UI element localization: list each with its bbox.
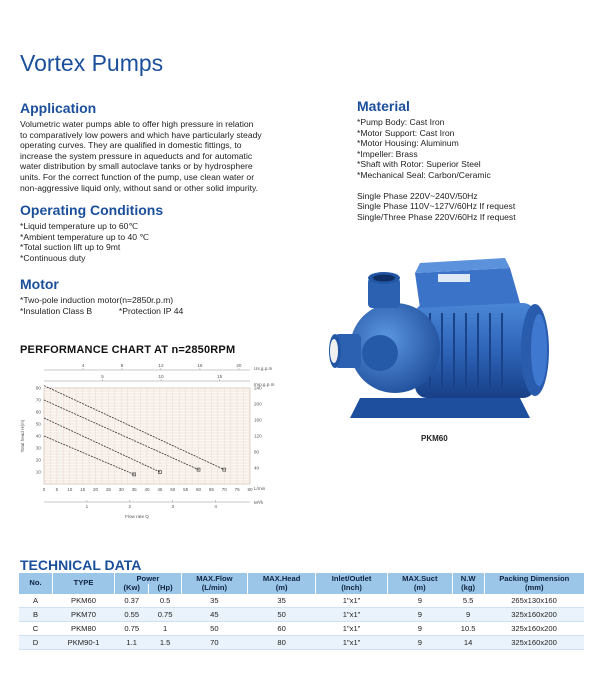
table-row xyxy=(19,594,585,608)
material-line: *Impeller: Brass xyxy=(357,148,418,159)
cell-hp: 0.5 xyxy=(159,596,171,605)
material-line: *Motor Support: Cast Iron xyxy=(357,127,455,138)
tech-title: TECHNICAL DATA xyxy=(20,557,142,573)
cell-type: PKM90-1 xyxy=(53,636,115,650)
motor-line: *Two-pole induction motor(n=2850r.p.m) xyxy=(20,295,174,305)
x-tick-label: 35 xyxy=(131,487,137,492)
cell-head: 80 xyxy=(247,636,315,650)
application-line: Volumetric water pumps able to offer high pressure in relation xyxy=(20,119,254,129)
col-suct xyxy=(387,573,452,594)
right-units-label: Imp.g.p.m xyxy=(254,382,275,387)
x-tick-label: 55 xyxy=(183,487,189,492)
operating-line: *Continuous duty xyxy=(20,252,86,263)
col-no: No. xyxy=(19,573,53,594)
application-line: to comparatively low powers and which have particularly steady xyxy=(20,129,262,140)
col-head-unit: (m) xyxy=(275,582,288,592)
col-pack-unit: (mm) xyxy=(524,582,544,592)
cell-nw: 5.5 xyxy=(462,596,474,605)
y-tick-label: 50 xyxy=(35,421,41,427)
cell-head: 60 xyxy=(277,624,286,633)
cell-nw: 9 xyxy=(452,608,484,622)
operating-section xyxy=(20,202,280,263)
application-line: non-aggressive liquid only, without sand or other solid impurity. xyxy=(20,182,259,193)
motor-insulation: *Insulation Class B xyxy=(20,305,93,316)
motor-line xyxy=(20,306,280,317)
y-axis-title: Total head H(m) xyxy=(20,419,25,453)
col-hp: (Hp) xyxy=(149,584,181,595)
col-power: Power xyxy=(115,573,182,584)
chart-title: PERFORMANCE CHART AT n=2850RPM xyxy=(20,344,236,356)
y-tick-label: 20 xyxy=(35,457,41,463)
application-line: operating curves. They are qualified in domestic fittings, to xyxy=(20,140,242,151)
col-kw: (Kw) xyxy=(115,584,149,595)
cell-suct: 9 xyxy=(417,596,422,605)
right-tick-label: 80 xyxy=(254,449,260,455)
cell-pack: 325x160x200 xyxy=(484,636,584,650)
cell-pack: 265x130x160 xyxy=(511,596,557,605)
motor-heading: Motor xyxy=(20,276,59,292)
cell-flow: 35 xyxy=(210,596,219,605)
y-tick-label: 30 xyxy=(35,445,41,451)
material-heading: Material xyxy=(357,98,410,114)
tech-header-row xyxy=(19,573,585,584)
col-nw-unit: (kg) xyxy=(461,582,476,592)
material-section xyxy=(357,98,587,222)
cell-head: 35 xyxy=(277,596,286,605)
cell-kw: 0.55 xyxy=(115,608,149,622)
page-title: Vortex Pumps xyxy=(20,50,164,76)
pump-image xyxy=(320,248,570,438)
cell-head: 50 xyxy=(247,608,315,622)
application-line: increase the system pressure in aqueducts and for automatic xyxy=(20,150,253,161)
operating-line: *Total suction lift up to 9mt xyxy=(20,242,121,253)
application-line: water distribution by small autoclave tanks or by hydrosphere xyxy=(20,161,253,172)
right-tick-label: 40 xyxy=(254,465,260,471)
material-text xyxy=(357,117,587,181)
motor-protection: *Protection IP 44 xyxy=(118,305,184,316)
cell-suct: 9 xyxy=(387,608,452,622)
y-tick-label: 70 xyxy=(35,397,41,403)
y-tick-label: 10 xyxy=(35,469,41,475)
cell-hp: 1 xyxy=(162,624,168,633)
top-tick-label: 10 xyxy=(158,374,164,379)
cell-no: C xyxy=(32,624,39,633)
power-options xyxy=(357,191,587,223)
top-tick-label: 12 xyxy=(158,363,164,368)
cell-suct: 9 xyxy=(387,636,452,650)
right-tick-label: 120 xyxy=(254,433,262,439)
y-tick-label: 80 xyxy=(35,385,41,391)
x-tick-label: 30 xyxy=(118,487,124,492)
bottom-tick-label: 2 xyxy=(128,504,132,509)
application-section xyxy=(20,100,280,193)
material-line: *Pump Body: Cast Iron xyxy=(357,117,445,127)
cell-inlet: 1"x1" xyxy=(342,624,361,633)
x-tick-label: 45 xyxy=(157,487,163,492)
application-heading: Application xyxy=(20,100,97,116)
bottom-tick-label: 1 xyxy=(85,504,89,509)
x-axis-title: Flow rate Q xyxy=(125,514,149,519)
material-line: *Mechanical Seal: Carbon/Ceramic xyxy=(357,169,491,180)
col-suct-label: MAX.Suct xyxy=(402,574,438,583)
tech-table xyxy=(18,573,584,650)
operating-line: *Liquid temperature up to 60℃ xyxy=(20,221,139,231)
material-line: *Motor Housing: Aluminum xyxy=(357,138,459,149)
x-units-label: L/min xyxy=(254,486,266,491)
x-tick-label: 20 xyxy=(92,487,99,492)
cell-nw: 14 xyxy=(452,636,484,650)
operating-line: *Ambient temperature up to 40 ℃ xyxy=(20,231,150,242)
x-tick-label: 60 xyxy=(195,487,202,492)
top-tick-label: 5 xyxy=(101,374,104,379)
cell-kw: 0.75 xyxy=(124,624,140,633)
cell-hp: 1.5 xyxy=(149,636,181,650)
right-tick-label: 240 xyxy=(254,385,262,391)
power-line: Single Phase 220V~240V/50Hz xyxy=(357,190,478,201)
cell-pack: 325x160x200 xyxy=(484,608,584,622)
cell-inlet: 1"x1" xyxy=(316,636,388,650)
x-tick-label: 15 xyxy=(80,487,86,492)
col-type: TYPE xyxy=(53,573,115,594)
material-line: *Shaft with Rotor: Superior Steel xyxy=(357,159,481,170)
cell-flow: 45 xyxy=(181,608,247,622)
power-line: Single/Three Phase 220V/60Hz If request xyxy=(357,211,516,222)
top-tick-label: 16 xyxy=(197,363,203,368)
cell-pack: 325x160x200 xyxy=(511,624,557,633)
bottom-units-label: M³/h xyxy=(254,500,264,505)
cell-no: B xyxy=(19,608,53,622)
col-inlet xyxy=(316,573,388,594)
col-nw xyxy=(452,573,484,594)
performance-chart xyxy=(14,362,284,532)
x-tick-label: 10 xyxy=(67,487,73,492)
operating-heading: Operating Conditions xyxy=(20,202,164,218)
cell-flow: 70 xyxy=(181,636,247,650)
right-tick-label: 200 xyxy=(254,401,262,407)
top-tick-label: 8 xyxy=(120,363,124,368)
cell-type: PKM80 xyxy=(71,624,96,633)
cell-type: PKM60 xyxy=(71,596,96,605)
x-tick-label: 65 xyxy=(208,487,214,492)
col-pack xyxy=(484,573,584,594)
motor-section xyxy=(20,276,280,316)
cell-nw: 10.5 xyxy=(460,624,476,633)
top-tick-label: 20 xyxy=(236,363,242,368)
cell-hp: 0.75 xyxy=(149,608,181,622)
table-row xyxy=(19,622,585,636)
cell-no: D xyxy=(19,636,53,650)
x-tick-label: 0 xyxy=(42,487,46,492)
col-flow-label: MAX.Flow xyxy=(196,574,233,583)
col-inlet-unit: (Inch) xyxy=(341,582,362,592)
col-nw-label: N.W xyxy=(460,574,476,583)
x-tick-label: 70 xyxy=(221,487,227,492)
col-suct-unit: (m) xyxy=(413,582,426,592)
x-tick-label: 80 xyxy=(247,487,253,492)
bottom-tick-label: 4 xyxy=(214,504,217,509)
col-inlet-label: Inlet/Outlet xyxy=(331,574,372,583)
cell-type: PKM70 xyxy=(53,608,115,622)
table-row xyxy=(19,636,585,650)
cell-suct: 9 xyxy=(417,624,422,633)
y-tick-label: 60 xyxy=(35,409,41,415)
bottom-tick-label: 3 xyxy=(171,504,175,509)
cell-no: A xyxy=(32,596,39,605)
power-line: Single Phase 110V~127V/60Hz If request xyxy=(357,201,516,212)
col-pack-label: Packing Dimension xyxy=(499,574,570,583)
cell-inlet: 1"x1" xyxy=(342,596,361,605)
application-line: units. For the correct function of the pump, use clean water or xyxy=(20,171,255,182)
col-head-label: MAX.Head xyxy=(262,574,301,583)
application-text xyxy=(20,119,280,193)
motor-text xyxy=(20,295,280,316)
top-tick-label: 4 xyxy=(81,363,85,368)
cell-inlet: 1"x1" xyxy=(316,608,388,622)
table-row xyxy=(19,608,585,622)
x-tick-label: 40 xyxy=(144,487,150,492)
right-tick-label: 160 xyxy=(254,417,262,423)
top-units-label: Us.g.p.m xyxy=(254,366,273,371)
y-tick-label: 40 xyxy=(35,433,41,439)
col-flow-unit: (L/min) xyxy=(201,582,228,592)
x-tick-label: 5 xyxy=(55,487,59,492)
cell-kw: 1.1 xyxy=(115,636,149,650)
cell-flow: 50 xyxy=(210,624,219,633)
pump-label: PKM60 xyxy=(421,434,448,443)
top-tick-label: 15 xyxy=(217,374,223,379)
cell-kw: 0.37 xyxy=(124,596,140,605)
x-tick-label: 50 xyxy=(170,487,176,492)
col-head xyxy=(247,573,315,594)
x-tick-label: 75 xyxy=(234,487,240,492)
operating-text xyxy=(20,221,280,263)
x-tick-label: 25 xyxy=(105,487,111,492)
col-flow xyxy=(181,573,247,594)
